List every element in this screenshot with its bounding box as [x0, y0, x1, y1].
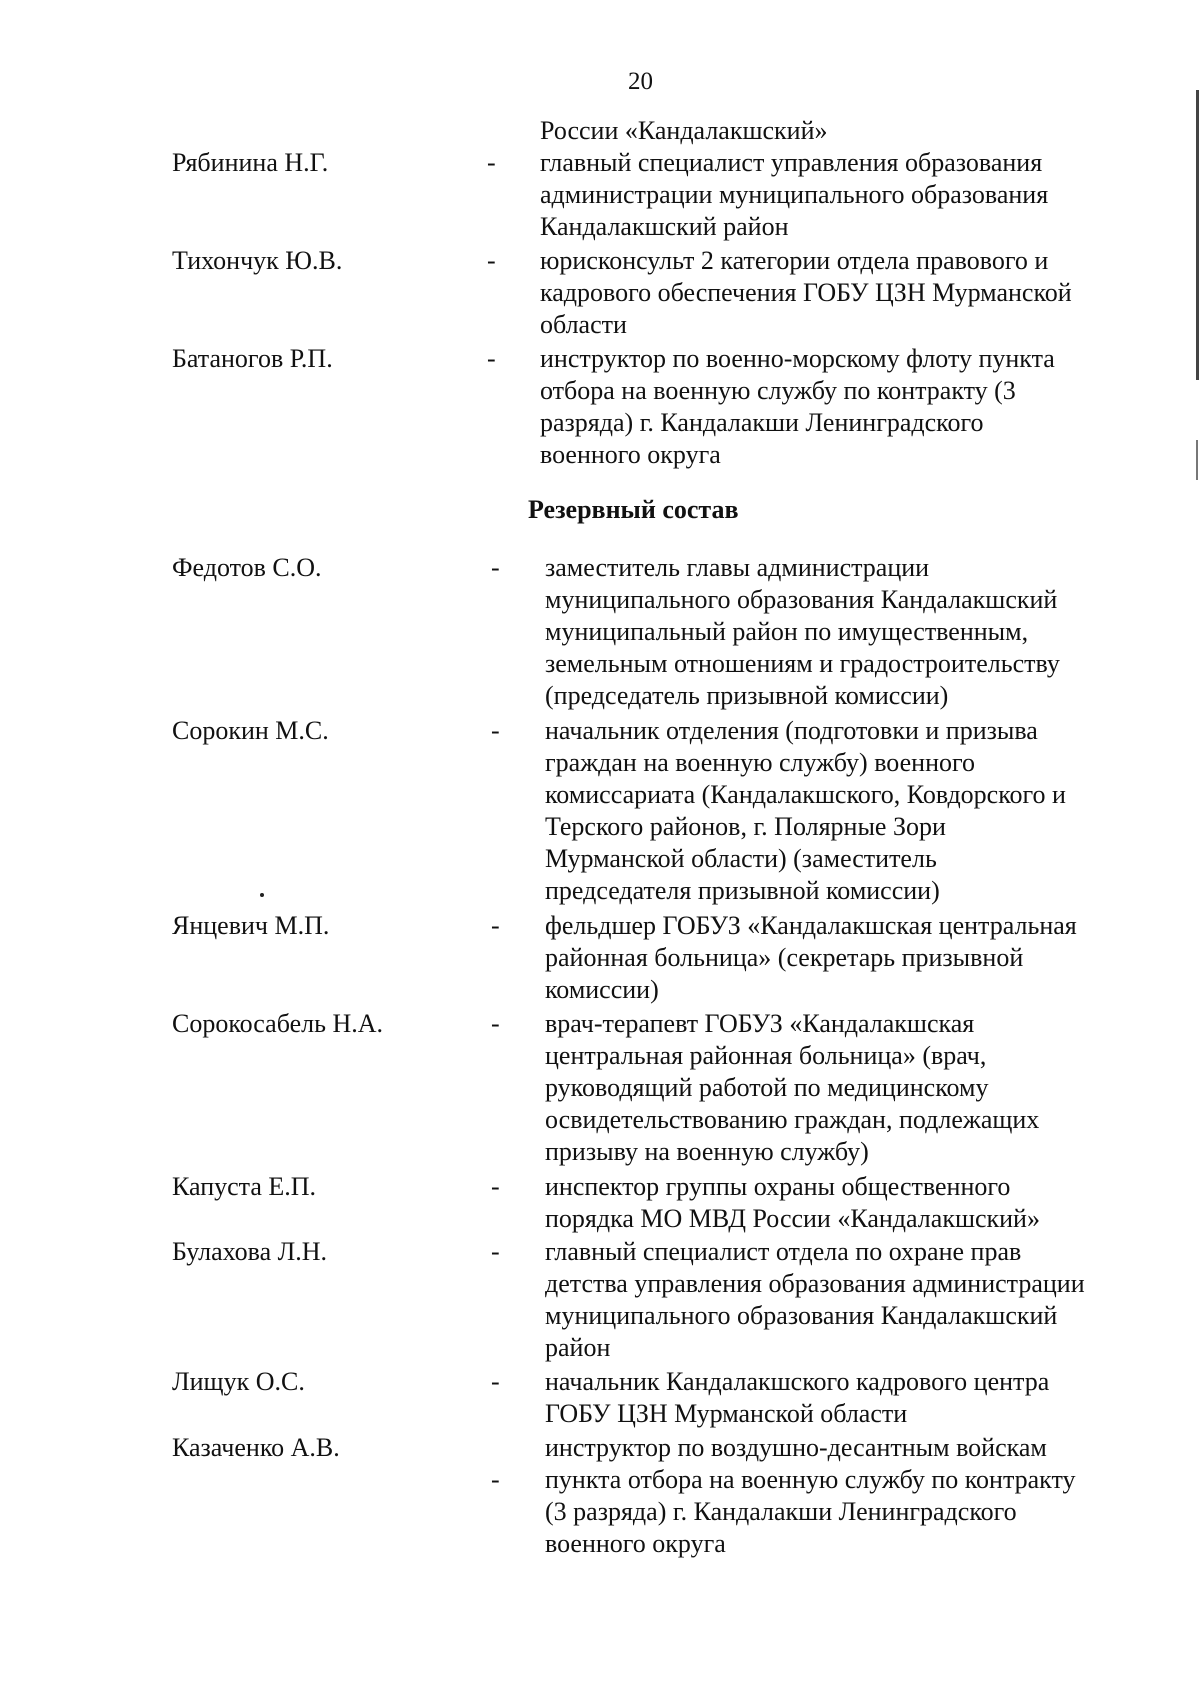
description-line: разряда) г. Кандалакши Ленинградского	[540, 408, 984, 437]
description-line: центральная районная больница» (врач,	[545, 1041, 987, 1070]
description-line: главный специалист управления образования	[540, 148, 1043, 177]
description-line: председателя призывной комиссии)	[545, 876, 940, 905]
member-description	[545, 1236, 1145, 1364]
member-dash: -	[487, 344, 496, 373]
description-line: (3 разряда) г. Кандалакши Ленинградского	[545, 1497, 1017, 1526]
description-line: освидетельствованию граждан, подлежащих	[545, 1105, 1040, 1134]
description-line: муниципального образования Кандалакшский	[545, 1301, 1058, 1330]
description-line: граждан на военную службу) военного	[545, 748, 976, 777]
member-name: Булахова Л.Н.	[172, 1237, 328, 1266]
description-line: начальник Кандалакшского кадрового центра	[545, 1367, 1050, 1396]
description-line: районная больница» (секретарь призывной	[545, 943, 1024, 972]
member-dash: -	[491, 1465, 500, 1494]
description-line: заместитель главы администрации	[545, 553, 930, 582]
member-dash: -	[491, 1237, 500, 1266]
member-dash: -	[487, 246, 496, 275]
member-name: Сорокосабель Н.А.	[172, 1009, 384, 1038]
description-line: муниципальный район по имущественным,	[545, 617, 1029, 646]
member-dash: -	[491, 1367, 500, 1396]
member-name: Капуста Е.П.	[172, 1172, 317, 1201]
description-line: ГОБУ ЦЗН Мурманской области	[545, 1399, 908, 1428]
member-description	[545, 1008, 1145, 1168]
description-line: призыву на военную службу)	[545, 1137, 869, 1166]
member-name: Янцевич М.П.	[172, 911, 330, 940]
description-line: комиссариата (Кандалакшского, Ковдорского и	[545, 780, 1066, 809]
description-line: муниципального образования Кандалакшский	[545, 585, 1058, 614]
description-line: пункта отбора на военную службу по контракту	[545, 1465, 1076, 1494]
member-description	[545, 1366, 1145, 1430]
description-line: отбора на военную службу по контракту (3	[540, 376, 1016, 405]
member-dash: -	[487, 148, 496, 177]
member-description	[540, 245, 1140, 341]
description-line: руководящий работой по медицинскому	[545, 1073, 989, 1102]
member-description	[545, 1171, 1145, 1235]
member-description	[545, 552, 1145, 712]
member-description	[545, 910, 1145, 1006]
member-name: Батаногов Р.П.	[172, 344, 333, 373]
description-line: (председатель призывной комиссии)	[545, 681, 949, 710]
member-description	[540, 343, 1140, 471]
description-line: инструктор по воздушно-десантным войскам	[545, 1433, 1047, 1462]
description-line: администрации муниципального образования	[540, 180, 1049, 209]
description-line: главный специалист отдела по охране прав	[545, 1237, 1022, 1266]
continuation-line: России «Кандалакшский»	[540, 116, 828, 145]
description-line: комиссии)	[545, 975, 659, 1004]
member-name: Казаченко А.В.	[172, 1433, 340, 1462]
description-line: кадрового обеспечения ГОБУ ЦЗН Мурманской	[540, 278, 1072, 307]
member-dash: -	[491, 553, 500, 582]
description-line: инспектор группы охраны общественного	[545, 1172, 1011, 1201]
member-name: Сорокин М.С.	[172, 716, 329, 745]
scan-speck	[260, 893, 264, 897]
member-dash: -	[491, 1009, 500, 1038]
description-line: Кандалакшский район	[540, 212, 789, 241]
member-description	[545, 715, 1145, 907]
scan-edge-line	[1196, 440, 1198, 480]
description-line: район	[545, 1333, 611, 1362]
member-name: Лищук О.С.	[172, 1367, 305, 1396]
member-dash: -	[491, 911, 500, 940]
member-name: Рябинина Н.Г.	[172, 148, 329, 177]
description-line: фельдшер ГОБУЗ «Кандалакшская центральная	[545, 911, 1077, 940]
reserve-section-heading: Резервный состав	[528, 495, 739, 524]
member-name: Тихончук Ю.В.	[172, 246, 343, 275]
description-line: начальник отделения (подготовки и призыва	[545, 716, 1038, 745]
description-line: юрисконсульт 2 категории отдела правового и	[540, 246, 1049, 275]
description-line: военного округа	[545, 1529, 726, 1558]
description-line: врач-терапевт ГОБУЗ «Кандалакшская	[545, 1009, 975, 1038]
description-line: земельным отношениям и градостроительству	[545, 649, 1060, 678]
description-line: детства управления образования администрации	[545, 1269, 1085, 1298]
scan-edge-line	[1196, 90, 1199, 380]
description-line: порядка МО МВД России «Кандалакшский»	[545, 1204, 1040, 1233]
description-line: Мурманской области) (заместитель	[545, 844, 937, 873]
description-line: инструктор по военно-морскому флоту пункта	[540, 344, 1055, 373]
member-description	[540, 147, 1140, 243]
member-name: Федотов С.О.	[172, 553, 322, 582]
description-line: области	[540, 310, 627, 339]
member-dash: -	[491, 716, 500, 745]
description-line: Терского районов, г. Полярные Зори	[545, 812, 946, 841]
member-dash: -	[491, 1172, 500, 1201]
page-number: 20	[628, 68, 653, 95]
member-description	[545, 1432, 1145, 1560]
description-line: военного округа	[540, 440, 721, 469]
